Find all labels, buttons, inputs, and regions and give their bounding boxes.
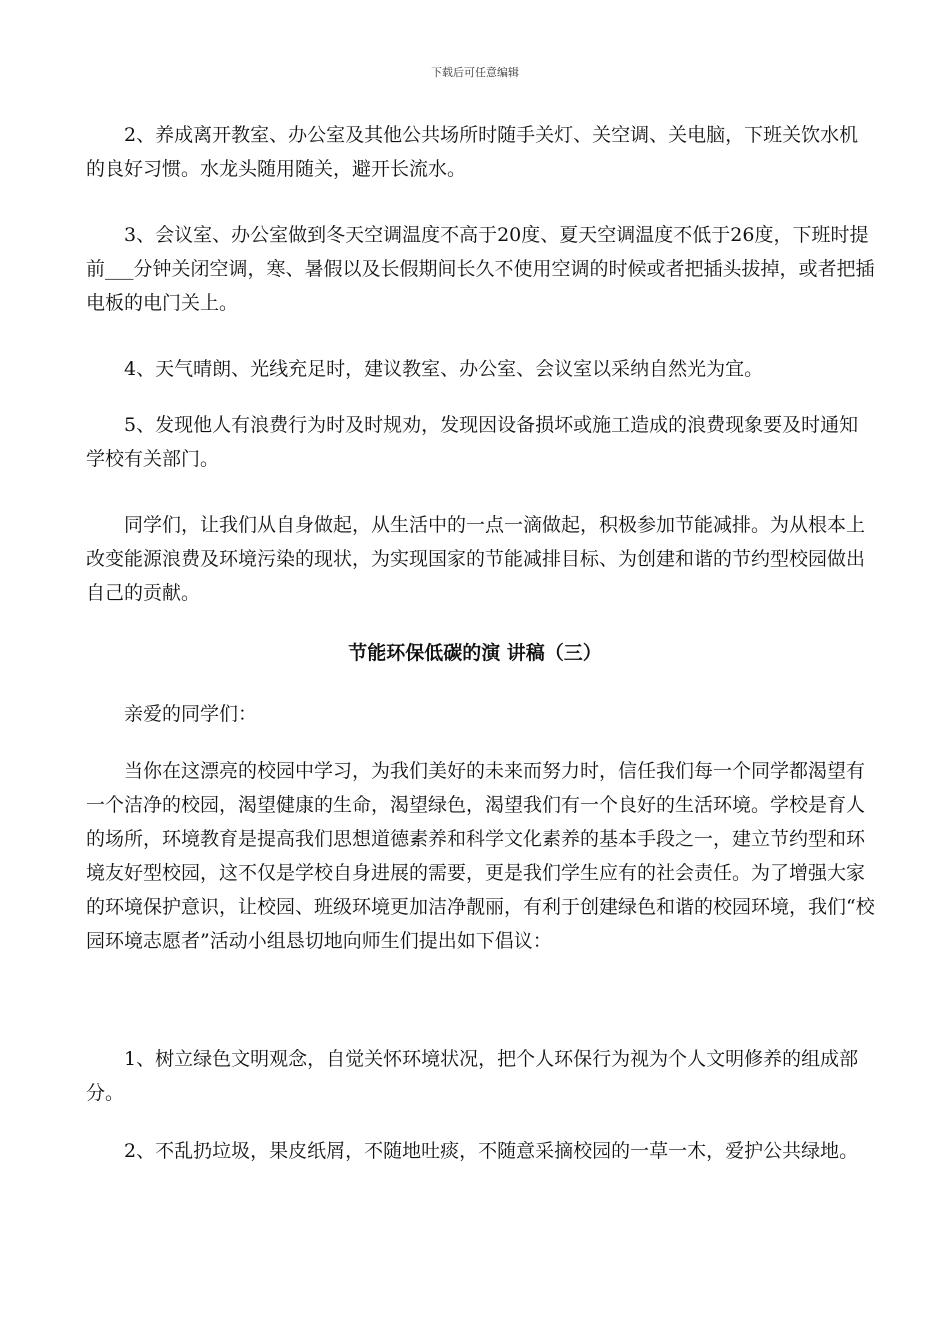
- paragraph-closing: 同学们，让我们从自身做起，从生活中的一点一滴做起，积极参加节能减排。为从根本上改变能源浪费及环境污染的现状，为实现国家的节能减排目标、为创建和谐的节约型校园做出自己的贡献。: [86, 514, 866, 604]
- paragraph-item-2: 2、养成离开教室、办公室及其他公共场所时随手关灯、关空调、关电脑，下班关饮水机的良好习惯。水龙头随用随关，避开长流水。: [86, 124, 859, 180]
- section-title: 节能环保低碳的演 讲稿（三）: [348, 642, 602, 664]
- salutation: 亲爱的同学们：: [124, 703, 258, 725]
- page-header-note: 下载后可任意编辑: [431, 66, 519, 79]
- paragraph-item-3: 3、会议室、办公室做到冬天空调温度不高于20度、夏天空调温度不低于26度，下班时提前___分钟关闭空调，寒、暑假以及长假期间长久不使用空调的时候或者把插头拔掉，或者把插电板的电门关上。: [86, 224, 875, 314]
- paragraph-proposal-1: 1、树立绿色文明观念，自觉关怀环境状况，把个人环保行为视为个人文明修养的组成部分。: [86, 1048, 859, 1104]
- paragraph-item-5: 5、发现他人有浪费行为时及时规劝，发现因设备损坏或施工造成的浪费现象要及时通知学校有关部门。: [86, 414, 859, 470]
- paragraph-item-4: 4、天气晴朗、光线充足时，建议教室、办公室、会议室以采纳自然光为宜。: [124, 358, 764, 380]
- paragraph-intro: 当你在这漂亮的校园中学习，为我们美好的未来而努力时，信任我们每一个同学都渴望有一个洁净的校园，渴望健康的生命，渴望绿色，渴望我们有一个良好的生活环境。学校是育人的场所，环境教育是提高我们思想道德素养和科学文化素养的基本手段之一，建立节约型和环境友好型校园，这不仅是学校自身进展的需要，更是我们学生应有的社会责任。为了增强大家的环境保护意识，让校园、班级环境更加洁净靓丽，有利于创建绿色和谐的校园环境，我们“校园环境志愿者”活动小组恳切地向师生们提出如下倡议：: [86, 760, 875, 952]
- paragraph-proposal-2: 2、不乱扔垃圾，果皮纸屑，不随地吐痰，不随意采摘校园的一草一木，爱护公共绿地。: [124, 1140, 859, 1162]
